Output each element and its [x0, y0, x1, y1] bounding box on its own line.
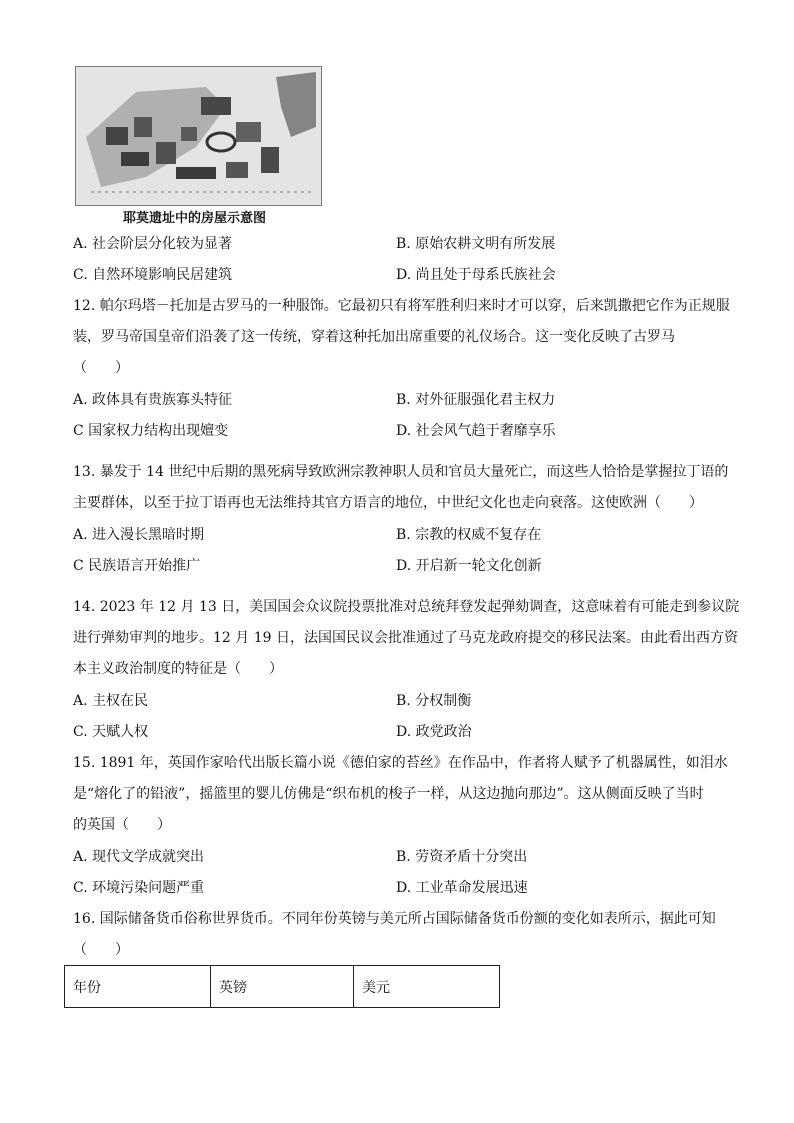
q15-stem-line-2: 是“熔化了的铅液”，摇篮里的婴儿仿佛是“织布机的梭子一样，从这边抛向那边”。这从侧面反映了当时 [73, 786, 704, 802]
q14-option-d: D. 政党政治 [396, 724, 472, 740]
q11-option-d: D. 尚且处于母系氏族社会 [396, 267, 556, 283]
q14-option-b: B. 分权制衡 [396, 693, 472, 709]
q13-option-d: D. 开启新一轮文化创新 [396, 558, 542, 574]
currency-share-table [64, 965, 500, 1008]
q11-option-a: A. 社会阶层分化较为显著 [73, 236, 233, 252]
table-header-row [65, 966, 500, 1008]
q13-option-a: A. 进入漫长黑暗时期 [73, 527, 205, 543]
table-header-dollar: 美元 [354, 966, 500, 1008]
q13-option-b: B. 宗教的权威不复存在 [396, 527, 542, 543]
q15-stem-line-1: 15. 1891 年，英国作家哈代出版长篇小说《德伯家的苔丝》在作品中，作者将人赋予了机器属性，如泪水 [73, 755, 728, 771]
q12-option-b: B. 对外征服强化君主权力 [396, 392, 556, 408]
q15-option-a: A. 现代文学成就突出 [73, 849, 205, 865]
q12-option-c: C 国家权力结构出现嬗变 [73, 423, 229, 439]
q12-option-d: D. 社会风气趋于奢靡享乐 [396, 423, 556, 439]
figure-caption: 耶莫遗址中的房屋示意图 [123, 211, 267, 226]
q12-stem-line-1: 12. 帕尔玛塔－托加是古罗马的一种服饰。它最初只有将军胜利归来时才可以穿，后来凯撒把它作为正规服 [73, 298, 730, 314]
table-header-pound: 英镑 [211, 966, 354, 1008]
q15-option-d: D. 工业革命发展迅速 [396, 880, 528, 896]
q14-option-c: C. 天赋人权 [73, 724, 149, 740]
q13-stem-line-2: 主要群体，以至于拉丁语再也无法维持其官方语言的地位，中世纪文化也走向衰落。这使欧洲（ ） [73, 495, 703, 511]
q12-stem-line-2: 装，罗马帝国皇帝们沿袭了这一传统，穿着这种托加出席重要的礼仪场合。这一变化反映了古罗马 [73, 329, 675, 345]
q12-option-a: A. 政体具有贵族寡头特征 [73, 392, 233, 408]
q16-stem-line-1: 16. 国际储备货币俗称世界货币。不同年份英镑与美元所占国际储备货币份额的变化如表所示，据此可知 [73, 911, 716, 927]
q15-stem-line-3: 的英国（ ） [73, 817, 171, 833]
q13-option-c: C 民族语言开始推广 [73, 558, 201, 574]
q14-stem-line-3: 本主义政治制度的特征是（ ） [73, 661, 283, 677]
q14-option-a: A. 主权在民 [73, 693, 149, 709]
table-header-year: 年份 [65, 966, 211, 1008]
q14-stem-line-2: 进行弹劾审判的地步。12 月 19 日，法国国民议会批准通过了马克龙政府提交的移民法案。由此看出西方资 [73, 630, 738, 646]
q11-option-c: C. 自然环境影响民居建筑 [73, 267, 233, 283]
q11-option-b: B. 原始农耕文明有所发展 [396, 236, 556, 252]
q14-stem-line-1: 14. 2023 年 12 月 13 日，美国国会众议院投票批准对总统拜登发起弹劾调查，这意味着有可能走到参议院 [73, 599, 740, 615]
q15-option-c: C. 环境污染问题严重 [73, 880, 205, 896]
q13-stem-line-1: 13. 暴发于 14 世纪中后期的黑死病导致欧洲宗教神职人员和官员大量死亡，而这些人恰恰是掌握拉丁语的 [73, 464, 729, 480]
q12-answer-blank: （ ） [73, 360, 129, 376]
site-plan-figure [75, 66, 322, 206]
q16-answer-blank: （ ） [73, 942, 129, 958]
q15-option-b: B. 劳资矛盾十分突出 [396, 849, 528, 865]
site-plan-sketch [76, 67, 321, 205]
